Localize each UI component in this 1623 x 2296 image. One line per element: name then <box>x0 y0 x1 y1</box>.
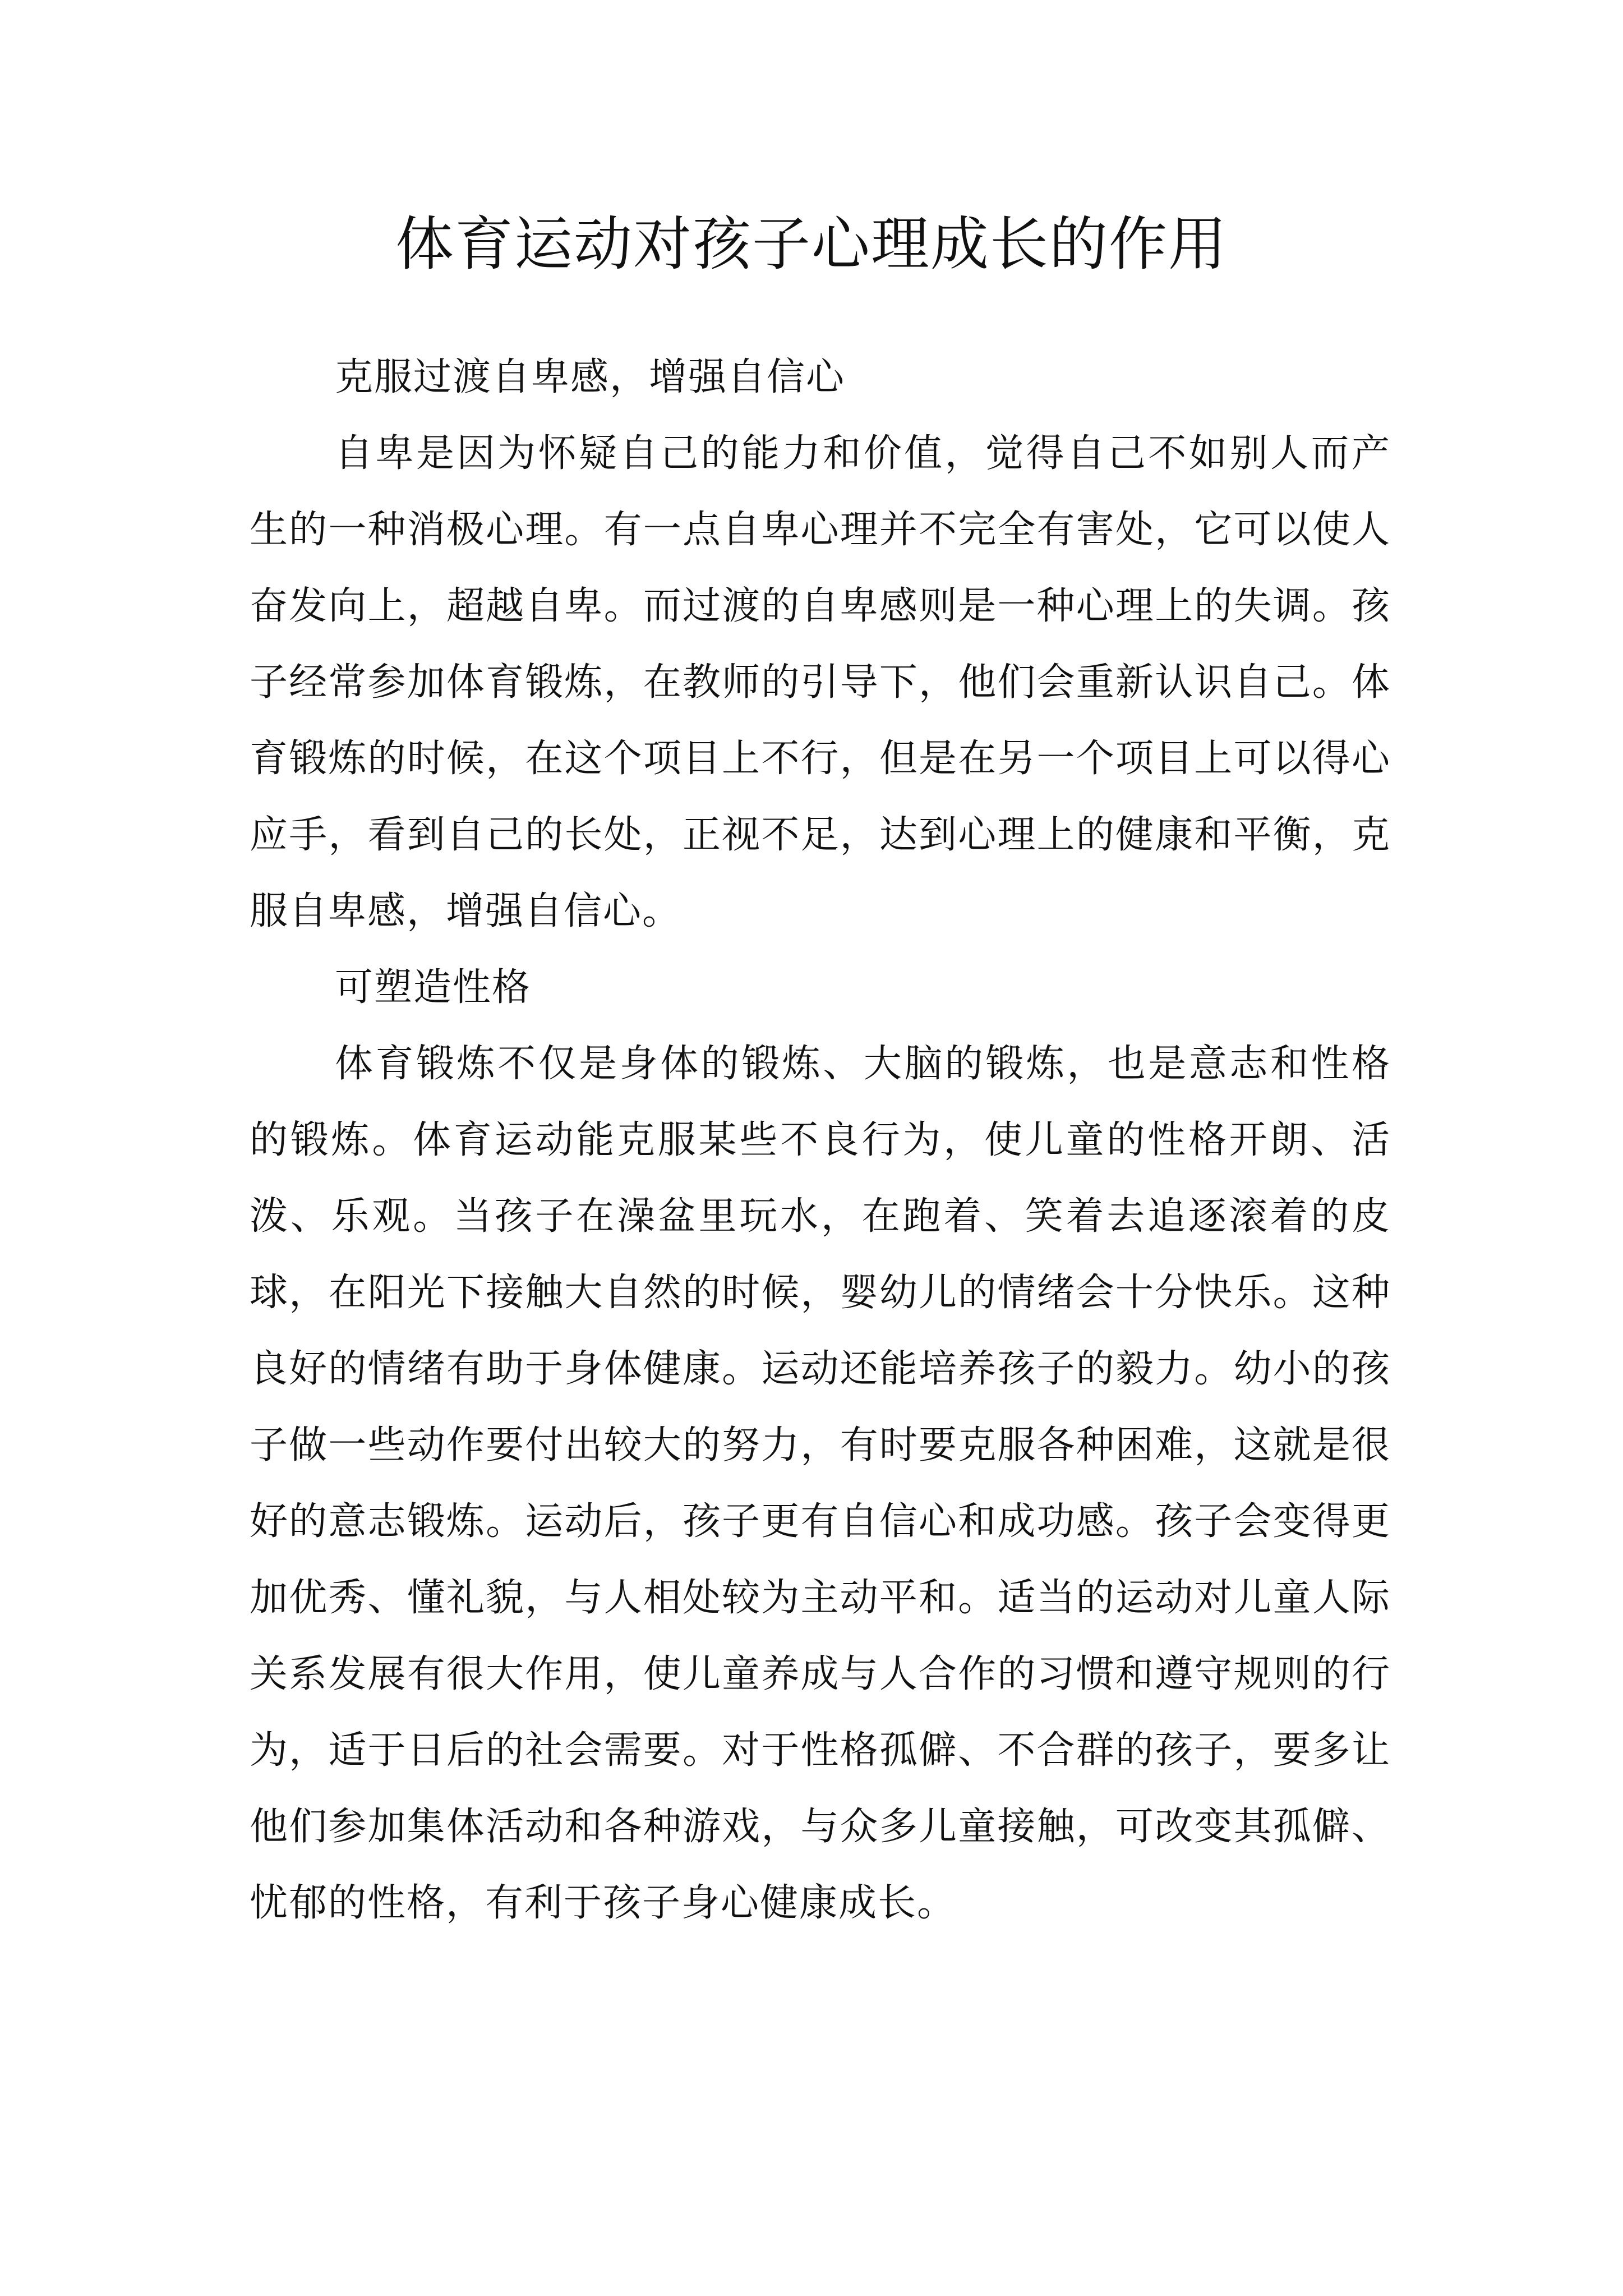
document-title: 体育运动对孩子心理成长的作用 <box>395 210 1228 278</box>
body-paragraph: 体育锻炼不仅是身体的锻炼、大脑的锻炼，也是意志和性格的锻炼。体育运动能克服某些不良行为，使儿童的性格开朗、活泼、乐观。当孩子在澡盆里玩水，在跑着、笑着去追逐滚着的皮球，在阳光下接触大自然的时候，婴幼儿的情绪会十分快乐。这种良好的情绪有助于身体健康。运动还能培养孩子的毅力。幼小的孩子做一些动作要付出较大的努力，有时要克服各种困难，这就是很好的意志锻炼。运动后，孩子更有自信心和成功感。孩子会变得更加优秀、懂礼貌，与人相处较为主动平和。适当的运动对儿童人际关系发展有很大作用，使儿童养成与人合作的习惯和遵守规则的行为，适于日后的社会需要。对于性格孤僻、不合群的孩子，要多让他们参加集体活动和各种游戏，与众多儿童接触，可改变其孤僻、忧郁的性格，有利于孩子身心健康成长。 <box>250 1042 1391 1925</box>
section-heading: 克服过渡自卑感，增强自信心 <box>335 355 846 399</box>
section-heading: 可塑造性格 <box>335 965 532 1010</box>
document-body <box>250 339 1391 1941</box>
body-paragraph: 自卑是因为怀疑自己的能力和价值，觉得自己不如别人而产生的一种消极心理。有一点自卑心理并不完全有害处，它可以使人奋发向上，超越自卑。而过渡的自卑感则是一种心理上的失调。孩子经常参加体育锻炼，在教师的引导下，他们会重新认识自己。体育锻炼的时候，在这个项目上不行，但是在另一个项目上可以得心应手，看到自己的长处，正视不足，达到心理上的健康和平衡，克服自卑感，增强自信心。 <box>250 431 1391 933</box>
